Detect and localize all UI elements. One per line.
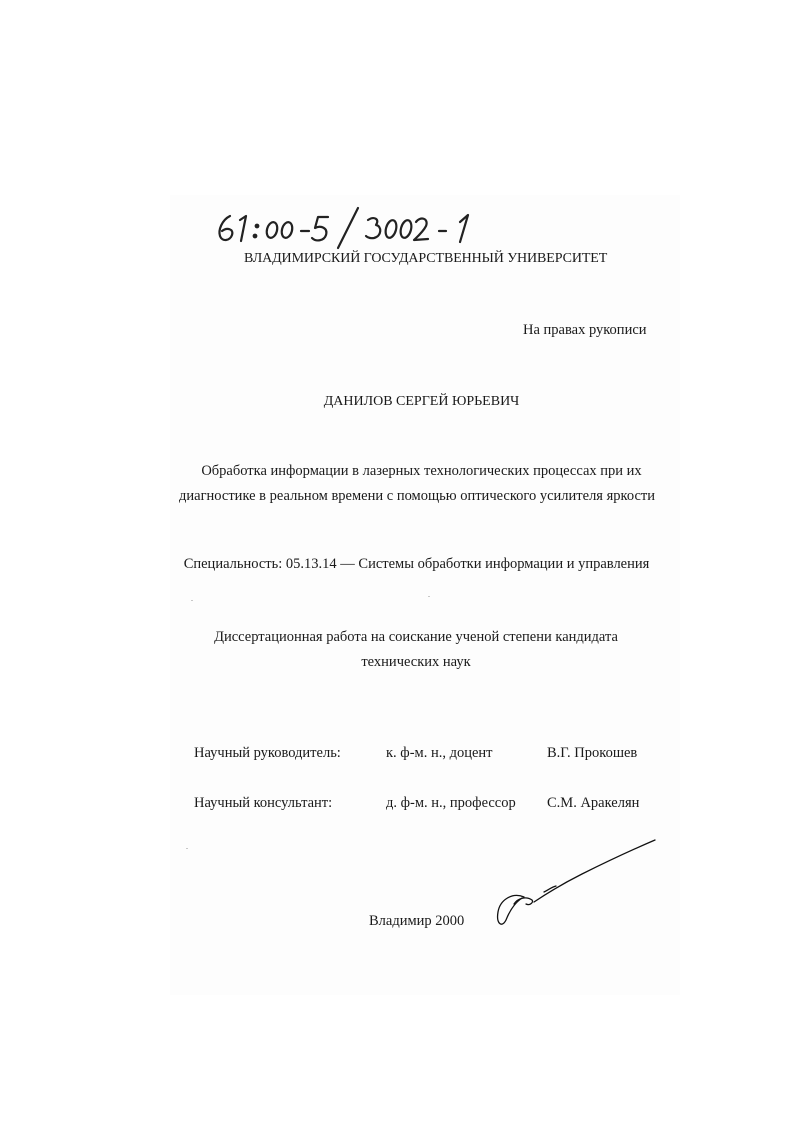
archive-code-handwritten xyxy=(210,200,500,250)
consultant-role: Научный консультант: xyxy=(194,795,333,811)
university-name: ВЛАДИМИРСКИЙ ГОСУДАРСТВЕННЫЙ УНИВЕРСИТЕТ xyxy=(244,251,608,266)
thesis-title-line-1: Обработка информации в лазерных технологических процессах при их xyxy=(201,463,642,479)
scan-speck xyxy=(428,596,430,597)
city-year: Владимир 2000 xyxy=(369,913,465,929)
consultant-degree: д. ф-м. н., профессор xyxy=(386,795,516,811)
consultant-name: С.М. Аракелян xyxy=(547,795,640,811)
scan-speck xyxy=(191,600,193,601)
supervisor-name: В.Г. Прокошев xyxy=(547,745,638,761)
thesis-title-line-2: диагностике в реальном времени с помощью оптического усилителя яркости xyxy=(179,488,655,504)
archive-code-script xyxy=(210,200,500,250)
rights-note: На правах рукописи xyxy=(523,322,647,338)
signature-scribble xyxy=(492,832,662,932)
supervisor-degree: к. ф-м. н., доцент xyxy=(386,745,493,761)
signature-mark xyxy=(492,832,662,932)
specialty: Специальность: 05.13.14 — Системы обработки информации и управления xyxy=(183,556,650,572)
supervisor-role: Научный руководитель: xyxy=(194,745,341,761)
scan-speck xyxy=(186,848,188,849)
author-name: ДАНИЛОВ СЕРГЕЙ ЮРЬЕВИЧ xyxy=(323,394,520,409)
degree-line-1: Диссертационная работа на соискание ученой степени кандидата xyxy=(214,629,618,645)
degree-line-2: технических наук xyxy=(361,654,471,670)
